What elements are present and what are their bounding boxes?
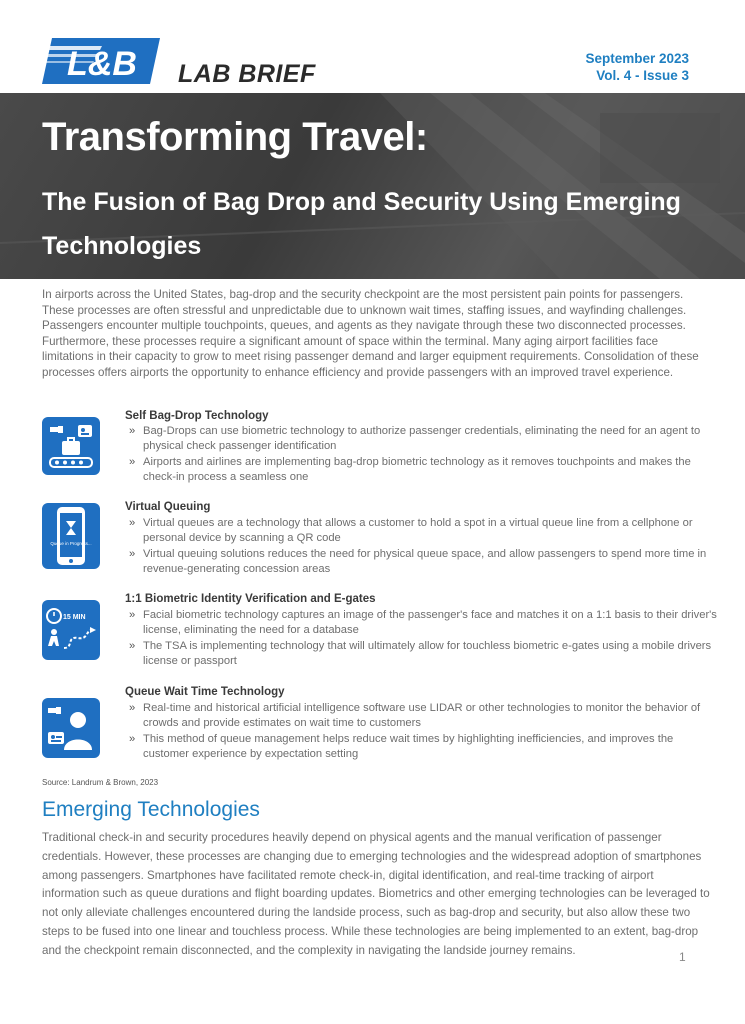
bullet: » Facial biometric technology captures an image of the passenger's face and matches it on a 1:1 basis to their driver's license, eliminating the need for a database [129, 608, 719, 639]
publication-title: LAB BRIEF [178, 60, 316, 88]
svg-text:L&B: L&B [67, 45, 137, 83]
icon-caption: Queue in Progress... [50, 541, 92, 546]
wait-time-icon [42, 698, 100, 758]
icon-caption: 15 MIN [63, 614, 86, 621]
source-note: Source: Landrum & Brown, 2023 [42, 778, 159, 787]
lb-logo [42, 36, 160, 86]
bullet: » Airports and airlines are implementing bag-drop biometric technology as it removes touchpoints and makes the check-in process a seamless one [129, 455, 719, 486]
item-title: Virtual Queuing [125, 501, 211, 513]
item-bullets [129, 701, 719, 763]
bullet: » Virtual queuing solutions reduces the need for physical queue space, and allow passengers to spend more time in revenue-generating concession areas [129, 547, 719, 578]
bag-drop-icon [42, 417, 100, 475]
bullet: » The TSA is implementing technology that will ultimately allow for touchless biometric e-gates using a mobile drivers license or passport [129, 639, 719, 670]
item-title: Queue Wait Time Technology [125, 686, 285, 698]
section-heading: Emerging Technologies [42, 798, 260, 821]
subtitle: The Fusion of Bag Drop and Security Using Emerging Technologies [42, 188, 681, 260]
bullet: » Real-time and historical artificial intelligence software use LIDAR or other technologies to monitor the behavior of crowds and provide estimates on wait time to customers [129, 701, 719, 732]
phone-queue-icon [42, 503, 100, 569]
item-title: 1:1 Biometric Identity Verification and E-gates [125, 593, 376, 605]
issue-info [585, 50, 689, 84]
egate-icon [42, 600, 100, 660]
item-title: Self Bag-Drop Technology [125, 410, 269, 422]
bullet: » This method of queue management helps reduce wait times by highlighting inefficiencies, and improves the customer experience by expectation setting [129, 732, 719, 763]
intro-paragraph: In airports across the United States, bag-drop and the security checkpoint are the most persistent pain points for passengers. These processes are often stressful and unpredictable due to unknown wait times, staffing issues, and wayfinding challenges. Passengers encounter multiple touchpoints, queues, and agents as they navigate through these two disconnected processes. Furthermore, these processes require a significant amount of space within the terminal. Many aging airport facilities face limitations in their capacity to grow to meet rising passenger demand and larger equipment requirements. Consolidation of these processes offers airports the opportunity to enhance efficiency and provide passengers with an improved travel experience. [42, 288, 699, 379]
issue-volume: Vol. 4 - Issue 3 [596, 68, 689, 83]
bullet: » Virtual queues are a technology that allows a customer to hold a spot in a virtual queue line from a cellphone or personal device by scanning a QR code [129, 516, 719, 547]
page-number: 1 [679, 950, 686, 964]
item-bullets [129, 608, 719, 670]
bullet: » Bag-Drops can use biometric technology to authorize passenger credentials, eliminating the need for an agent to physical check passenger identification [129, 424, 719, 455]
section-paragraph: Traditional check-in and security procedures heavily depend on physical agents and the manual verification of passenger credentials. However, these processes are changing due to emerging technologies and the widespread adoption of smartphones among passengers. Smartphones have facilitated remote check-in, digital identification, and real-time tracking of airport information such as queue durations and flight boarding updates. Biometrics and other emerging technologies can be leveraged to not only alleviate challenges encountered during the landside process, such as bag-drop and security, but also allow these two steps to be fused into one linear and touchless process. While these technologies are being implemented to an extent, bag-drop and the checkpoint remain disconnected, and the complexity in navigating the landside journey remains. [42, 831, 710, 957]
title-banner [0, 93, 745, 279]
item-bullets [129, 516, 719, 578]
main-title: Transforming Travel: [42, 115, 428, 159]
issue-date: September 2023 [585, 51, 689, 66]
item-bullets [129, 424, 719, 486]
